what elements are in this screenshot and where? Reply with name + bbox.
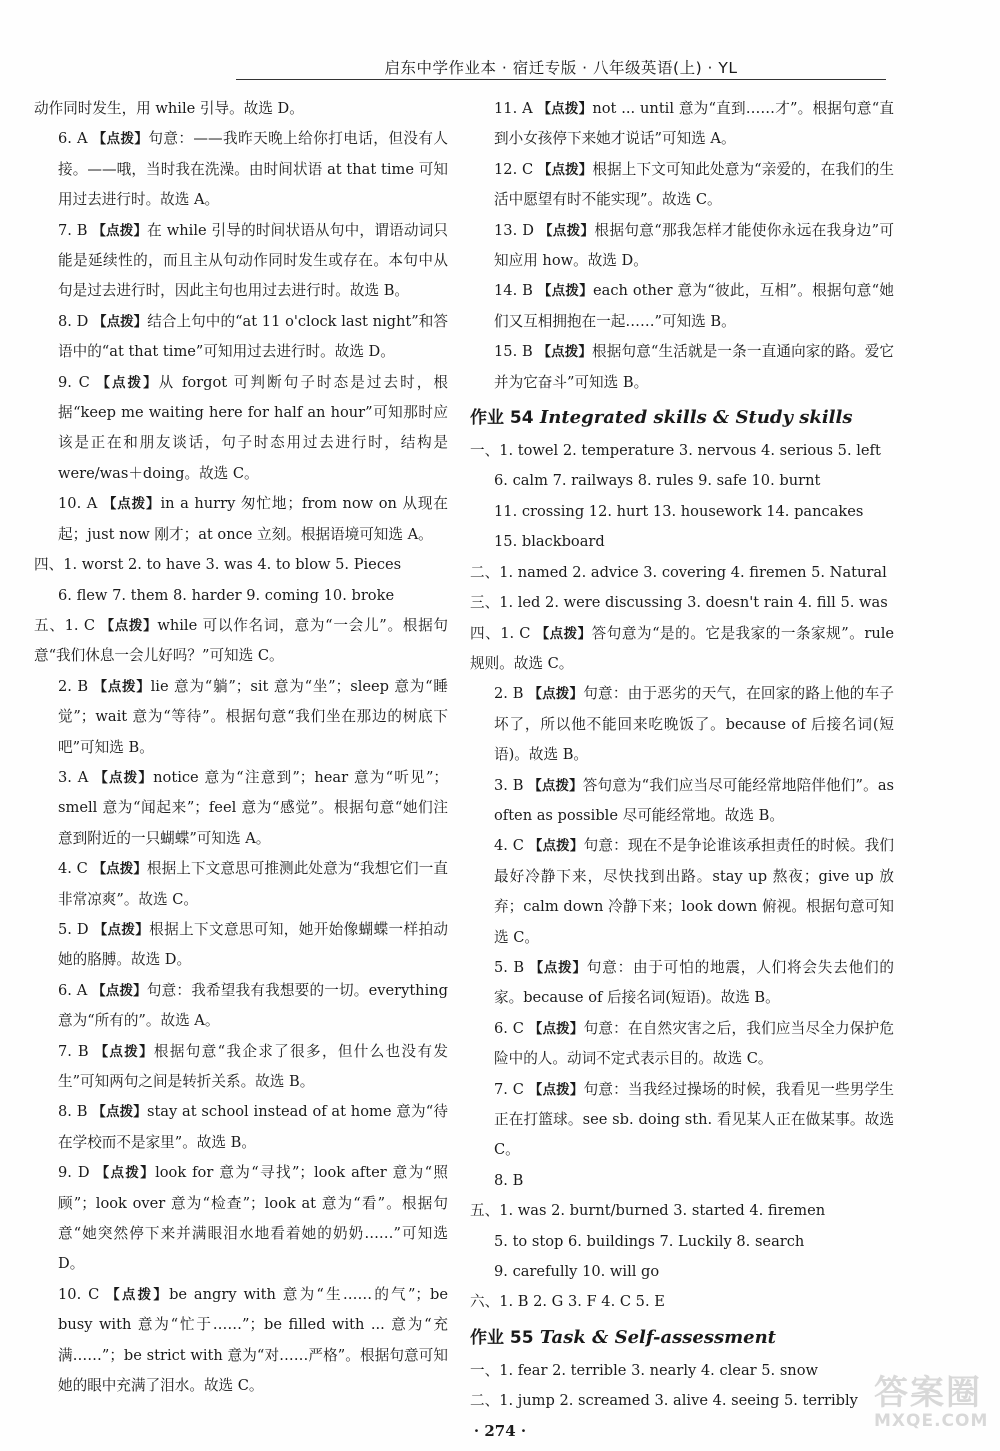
hint-tag: 【点拨】 [528,777,583,794]
answer-item [470,337,894,398]
section-heading [470,1322,894,1354]
page-number: · 274 · [473,1422,527,1440]
hint-tag: 【点拨】 [100,617,158,634]
answer-item [470,436,894,466]
answer-item [470,155,894,216]
item-number: 13. D [494,221,534,239]
section-title: Integrated skills & Study skills [539,407,853,429]
hint-tag: 【点拨】 [94,769,154,786]
answer-text: notice 意为“注意到”；hear 意为“听见”；smell 意为“闻起来”；feel 意为“感觉”。根据句意“她们注意到附近的一只蝴蝶”可知选 A。 [58,768,449,847]
answer-item [34,550,448,580]
item-number: 7. C [494,1080,524,1098]
answer-item [34,915,448,976]
item-number: 9. C [58,373,90,391]
answer-text: be angry with 意为“生……的气”；be busy with 意为“忙于……”；be filled with ... 意为“充满……”；be strict with 意为“对……严格”。根据句意可知她的眼中充满了泪水。故选 C。 [58,1285,449,1395]
answer-text: 句意：由于恶劣的天气，在回家的路上他的车子坏了，所以他不能回来吃晚饭了。because of 后接名词(短语)。故选 B。 [494,685,894,764]
hint-tag: 【点拨】 [93,313,148,330]
hint-tag: 【点拨】 [537,344,593,361]
hint-tag: 【点拨】 [535,625,592,642]
running-header: 启东中学作业本 · 宿迁专版 · 八年级英语(上) · YL [384,59,738,77]
left-column [34,94,448,1401]
answer-item [470,588,894,618]
hint-tag: 【点拨】 [93,921,150,938]
answer-item [34,1280,448,1402]
answer-text: 二、1. jump 2. screamed 3. alive 4. seeing 5. terribly [470,1392,858,1410]
item-number: 6. C [494,1019,524,1037]
answer-text: 二、1. named 2. advice 3. covering 4. firemen 5. Natural [470,563,887,581]
hint-tag: 【点拨】 [95,1165,156,1182]
answer-item [470,94,894,155]
answer-text: 动作同时发生，用 while 引导。故选 D。 [34,100,304,117]
hint-tag: 【点拨】 [92,982,147,999]
answer-item [470,1287,894,1317]
answer-item [470,1356,894,1386]
answer-item [470,953,894,1014]
answer-item [470,1014,894,1075]
answer-text: 6. flew 7. them 8. harder 9. coming 10. broke [58,586,395,604]
answer-item [470,1386,894,1416]
item-number: 7. B [58,221,88,239]
answer-text: 5. to stop 6. buildings 7. Luckily 8. search [494,1232,805,1250]
answer-item [34,672,448,763]
answer-text: 结合上句中的“at 11 o'clock last night”和答语中的“at that time”可知用过去进行时。故选 D。 [58,312,449,361]
answer-text: 11. crossing 12. hurt 13. housework 14. pancakes [494,502,864,520]
answer-item [470,1075,894,1166]
item-number: 5. D [58,920,89,938]
item-number: 10. C [58,1285,100,1303]
hint-tag: 【点拨】 [93,678,151,695]
item-number: 6. A [58,130,88,148]
answer-text: 9. carefully 10. will go [494,1263,660,1281]
answer-item [34,1097,448,1158]
answer-item [34,611,448,672]
answer-item [470,216,894,277]
item-number: 2. B [58,677,89,695]
answer-item [34,1158,448,1280]
answer-text: 根据上下文意思可知，她开始像蝴蝶一样拍动她的胳膊。故选 D。 [58,920,449,969]
hint-tag: 【点拨】 [528,1020,584,1037]
answer-item [470,771,894,832]
answer-item [470,466,894,496]
hint-tag: 【点拨】 [537,161,593,178]
item-number: 五、1. C [34,616,96,634]
hint-tag: 【点拨】 [96,374,159,391]
answer-item [34,581,448,611]
answer-text: not ... until 意为“直到……才”。根据句意“直到小女孩停下来她才说话”可知选 A。 [494,100,895,148]
answer-text: 句意：——我昨天晚上给你打电话，但没有人接。——哦，当时我在洗澡。由时间状语 at that time 可知用过去进行时。故选 A。 [58,130,449,209]
answer-text: 三、1. led 2. were discussing 3. doesn't rain 4. fill 5. was [470,594,888,612]
answer-text: 根据句意“生活就是一条一直通向家的路。爱它并为它奋斗”可知选 B。 [494,343,895,391]
hint-tag: 【点拨】 [529,959,587,976]
answer-item [34,854,448,915]
item-number: 10. A [58,495,98,513]
item-number: 5. B [494,958,525,976]
answer-text: 答句意为“是的。它是我家的一条家规”。rule 规则。故选 C。 [470,624,895,672]
answer-text: 句意：在自然灾害之后，我们应当尽全力保护危险中的人。动词不定式表示目的。故选 C。 [494,1019,895,1068]
answer-text: 从 forgot 可判断句子时态是过去时，根据“keep me waiting here for half an hour”可知那时应该是正在和朋友谈话，句子时态用过去进行时，结构是 were/was＋doing。故选 C。 [58,373,449,482]
answer-text: 句意：现在不是争论谁该承担责任的时候。我们最好冷静下来，尽快找到出路。stay up 熬夜；give up 放弃；calm down 冷静下来；look down 俯视。根据句意可知选 C。 [494,837,895,946]
answer-text: 根据句意“那我怎样才能使你永远在我身边”可知应用 how。故选 D。 [494,221,894,270]
item-number: 12. C [494,160,534,178]
hint-tag: 【点拨】 [106,1286,170,1303]
answer-item [470,527,894,557]
hint-tag: 【点拨】 [537,283,593,300]
answer-text: 六、1. B 2. G 3. F 4. C 5. E [470,1293,665,1311]
item-number: 15. B [494,343,533,361]
right-column [470,94,894,1417]
item-number: 11. A [494,100,533,117]
answer-item [470,1196,894,1226]
hint-tag: 【点拨】 [528,686,584,703]
watermark-logo [874,1373,989,1439]
answer-text: 一、1. fear 2. terrible 3. nearly 4. clear 5. snow [470,1361,818,1379]
answer-item [470,831,894,953]
answer-text: 句意：由于可怕的地震，人们将会失去他们的家。because of 后接名词(短语)。故选 B。 [494,958,895,1007]
answer-text: 15. blackboard [494,533,605,551]
answer-item [470,1166,894,1196]
answer-text: 在 while 引导的时间状语从句中，谓语动词只能是延续性的，而且主从句动作同时发生或存在。本句中从句是过去进行时，因此主句也用过去进行时。故选 B。 [58,221,449,300]
answer-item [470,497,894,527]
answer-text: 一、1. towel 2. temperature 3. nervous 4. serious 5. left [470,442,881,460]
answer-text: 五、1. was 2. burnt/burned 3. started 4. firemen [470,1202,826,1220]
answer-text: look for 意为“寻找”；look after 意为“照顾”；look over 意为“检查”；look at 意为“看”。根据句意“她突然停下来并满眼泪水地看着她的奶奶……”可知选 D。 [58,1164,448,1273]
hint-tag: 【点拨】 [92,131,149,148]
answer-text: in a hurry 匆忙地；from now on 从现在起；just now 刚才；at once 立刻。根据语境可知选 A。 [58,495,449,543]
watermark-text: 答案圈 [874,1373,982,1413]
answer-item [470,679,894,770]
section-title: Task & Self-assessment [539,1326,776,1348]
answer-text: 句意：当我经过操场的时候，我看见一些男学生正在打篮球。see sb. doing sth. 看见某人正在做某事。故选 C。 [494,1080,895,1159]
answer-text: 根据句意“我企求了很多，但什么也没有发生”可知两句之间是转折关系。故选 B。 [58,1042,449,1090]
answer-item [470,558,894,588]
item-number: 3. B [494,776,524,794]
item-number: 3. A [58,768,89,786]
answer-text: 句意：我希望我有我想要的一切。everything 意为“所有的”。故选 A。 [58,981,448,1030]
hint-tag: 【点拨】 [92,1104,147,1121]
hint-tag: 【点拨】 [102,496,161,513]
item-number: 7. B [58,1042,89,1060]
item-number: 8. D [58,312,89,330]
answer-item [470,619,894,680]
item-number: 2. B [494,685,524,703]
item-number: 四、1. C [470,624,531,642]
header-rule [236,79,886,80]
answer-text: each other 意为“彼此，互相”。根据句意“她们又互相拥抱在一起……”可知选 B。 [494,282,894,330]
item-number: 9. D [58,1164,90,1182]
answer-text: 根据上下文意思可推测此处意为“我想它们一直非常凉爽”。故选 C。 [58,860,449,908]
answer-item [470,1257,894,1287]
answer-item [470,276,894,337]
answer-item [34,763,448,854]
answer-item [34,489,448,550]
section-number: 作业 55 [470,1327,534,1348]
item-number: 4. C [494,837,524,855]
section-number: 作业 54 [470,408,534,429]
hint-tag: 【点拨】 [528,1081,584,1098]
answer-text: 答句意为“我们应当尽可能经常地陪伴他们”。as often as possible 尽可能经常地。故选 B。 [494,776,895,824]
hint-tag: 【点拨】 [94,1043,154,1060]
item-number: 6. A [58,981,88,999]
answer-item [34,976,448,1037]
section-heading [470,402,894,434]
watermark-url: MXQE.COM [874,1411,989,1431]
answer-text: 根据上下文可知此处意为“亲爱的，在我们的生活中愿望有时不能实现”。故选 C。 [494,160,895,209]
hint-tag: 【点拨】 [537,101,593,117]
hint-tag: 【点拨】 [538,222,595,239]
answer-text: 8. B [494,1171,524,1189]
answer-item [34,94,448,124]
answer-item [470,1227,894,1257]
answer-text: 四、1. worst 2. to have 3. was 4. to blow 5. Pieces [34,556,402,574]
item-number: 4. C [58,860,88,878]
answer-item [34,124,448,215]
answer-text: while 可以作名词，意为“一会儿”。根据句意“我们休息一会儿好吗？”可知选 C。 [34,616,449,665]
answer-item [34,1037,448,1098]
item-number: 14. B [494,282,533,300]
item-number: 8. B [58,1103,88,1121]
hint-tag: 【点拨】 [92,222,148,239]
hint-tag: 【点拨】 [528,838,584,855]
answer-item [34,307,448,368]
hint-tag: 【点拨】 [92,861,147,878]
answer-text: lie 意为“躺”；sit 意为“坐”；sleep 意为“睡觉”；wait 意为“等待”。根据句意“我们坐在那边的树底下吧”可知选 B。 [58,677,448,756]
answer-item [34,368,448,490]
answer-item [34,216,448,307]
answer-text: 6. calm 7. railways 8. rules 9. safe 10. burnt [494,472,821,490]
answer-text: stay at school instead of at home 意为“待在学校而不是家里”。故选 B。 [58,1103,449,1151]
